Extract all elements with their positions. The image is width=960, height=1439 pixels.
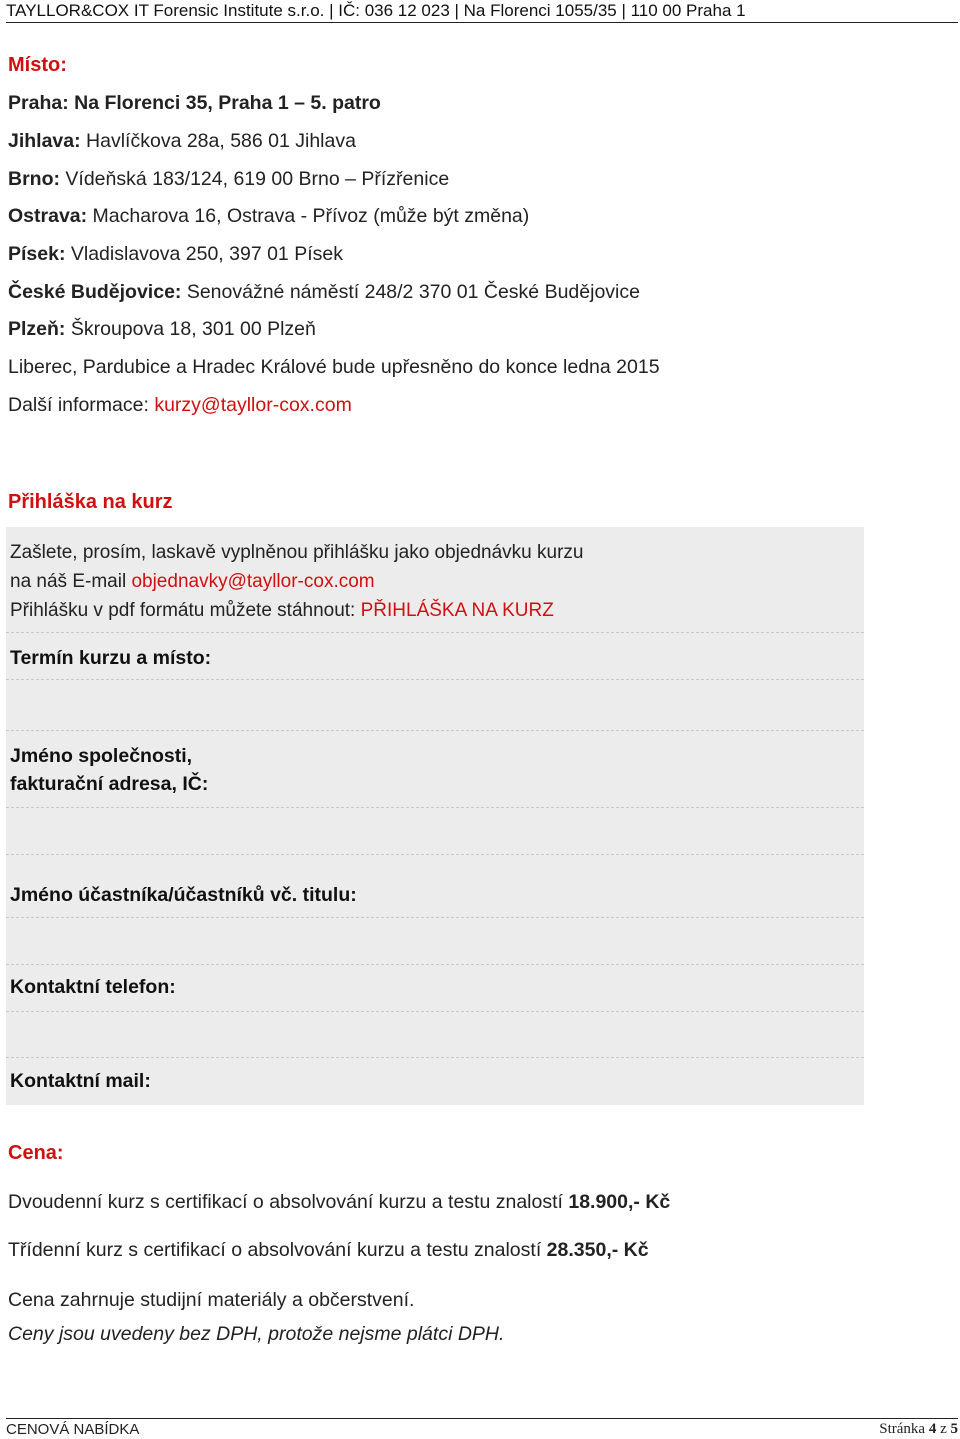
page-counter-prefix: Stránka bbox=[879, 1421, 929, 1437]
page-footer bbox=[6, 1418, 958, 1438]
footer-title: CENOVÁ NABÍDKA bbox=[6, 1421, 140, 1438]
telefon-field[interactable] bbox=[6, 1057, 864, 1058]
download-prefix: Přihlášku v pdf formátu můžete stáhnout: bbox=[10, 600, 361, 621]
application-form bbox=[6, 527, 864, 1105]
location-name: Praha: Na Florenci 35, Praha 1 – 5. patro bbox=[8, 92, 381, 114]
location-address: Havlíčkova 28a, 586 01 Jihlava bbox=[80, 130, 356, 152]
telefon-label: Kontaktní telefon: bbox=[10, 976, 176, 998]
form-divider bbox=[6, 1011, 864, 1012]
location-plzen bbox=[8, 318, 316, 341]
prihlaska-title: Přihláška na kurz bbox=[8, 491, 173, 513]
misto-title: Místo: bbox=[8, 54, 67, 76]
ucastnik-field[interactable] bbox=[6, 964, 864, 965]
location-ostrava bbox=[8, 205, 529, 228]
form-intro-line3 bbox=[10, 596, 554, 625]
termin-field[interactable] bbox=[6, 730, 864, 731]
location-name: České Budějovice: bbox=[8, 281, 182, 303]
location-name: Ostrava: bbox=[8, 205, 88, 227]
form-intro-line1: Zašlete, prosím, laskavě vyplněnou přihlášku jako objednávku kurzu bbox=[10, 542, 584, 563]
info-line bbox=[8, 394, 352, 417]
spolecnost-field[interactable] bbox=[6, 854, 864, 855]
page-counter bbox=[879, 1420, 958, 1439]
form-divider bbox=[6, 679, 864, 680]
info-email-link[interactable]: kurzy@tayllor-cox.com bbox=[154, 394, 352, 416]
price-two-day-value: 18.900,- Kč bbox=[568, 1191, 671, 1213]
location-name: Brno: bbox=[8, 168, 60, 190]
header-text: TAYLLOR&COX IT Forensic Institute s.r.o. | IČ: 036 12 023 | Na Florenci 1055/35 | 110 00 Praha 1 bbox=[6, 1, 746, 20]
page-counter-mid: z bbox=[936, 1421, 951, 1437]
form-intro-prefix: na náš E-mail bbox=[10, 571, 132, 592]
location-address: Senovážné náměstí 248/2 370 01 České Budějovice bbox=[181, 281, 640, 303]
spolecnost-label-2: fakturační adresa, IČ: bbox=[10, 773, 209, 795]
location-name: Plzeň: bbox=[8, 318, 66, 340]
mail-label: Kontaktní mail: bbox=[10, 1070, 151, 1092]
location-name: Jihlava: bbox=[8, 130, 81, 152]
price-two-day-text: Dvoudenní kurz s certifikací o absolvování kurzu a testu znalostí bbox=[8, 1191, 569, 1213]
cena-title: Cena: bbox=[8, 1142, 64, 1164]
form-divider bbox=[6, 632, 864, 633]
location-name: Písek: bbox=[8, 243, 66, 265]
location-address: Vídeňská 183/124, 619 00 Brno – Přízřenice bbox=[60, 168, 450, 190]
location-pisek bbox=[8, 243, 343, 266]
price-three-day-text: Třídenní kurz s certifikací o absolvování kurzu a testu znalostí bbox=[8, 1239, 547, 1261]
location-address: Škroupova 18, 301 00 Plzeň bbox=[65, 318, 316, 340]
location-praha bbox=[8, 92, 381, 115]
location-address: Vladislavova 250, 397 01 Písek bbox=[65, 243, 343, 265]
price-includes: Cena zahrnuje studijní materiály a občerstvení. bbox=[8, 1289, 415, 1311]
price-vat-note: Ceny jsou uvedeny bez DPH, protože nejsme plátci DPH. bbox=[8, 1323, 505, 1345]
form-divider bbox=[6, 807, 864, 808]
form-divider bbox=[6, 917, 864, 918]
page-header bbox=[6, 0, 958, 23]
termin-label: Termín kurzu a místo: bbox=[10, 647, 212, 669]
ucastnik-label: Jméno účastníka/účastníků vč. titulu: bbox=[10, 884, 357, 906]
page-total: 5 bbox=[950, 1421, 958, 1437]
location-note: Liberec, Pardubice a Hradec Králové bude upřesněno do konce ledna 2015 bbox=[8, 356, 660, 378]
page-number: 4 bbox=[928, 1421, 937, 1437]
info-label: Další informace: bbox=[8, 394, 155, 416]
form-intro-line2 bbox=[10, 567, 375, 596]
location-jihlava bbox=[8, 130, 356, 153]
location-ceske-budejovice bbox=[8, 281, 640, 304]
location-address: Macharova 16, Ostrava - Přívoz (může být změna) bbox=[87, 205, 530, 227]
price-three-day bbox=[8, 1239, 649, 1262]
spolecnost-label-1: Jméno společnosti, bbox=[10, 745, 193, 767]
download-form-link[interactable]: PŘIHLÁŠKA NA KURZ bbox=[360, 600, 554, 621]
price-two-day bbox=[8, 1191, 670, 1214]
order-email-link[interactable]: objednavky@tayllor-cox.com bbox=[131, 571, 375, 592]
location-brno bbox=[8, 168, 449, 191]
price-three-day-value: 28.350,- Kč bbox=[546, 1239, 649, 1261]
